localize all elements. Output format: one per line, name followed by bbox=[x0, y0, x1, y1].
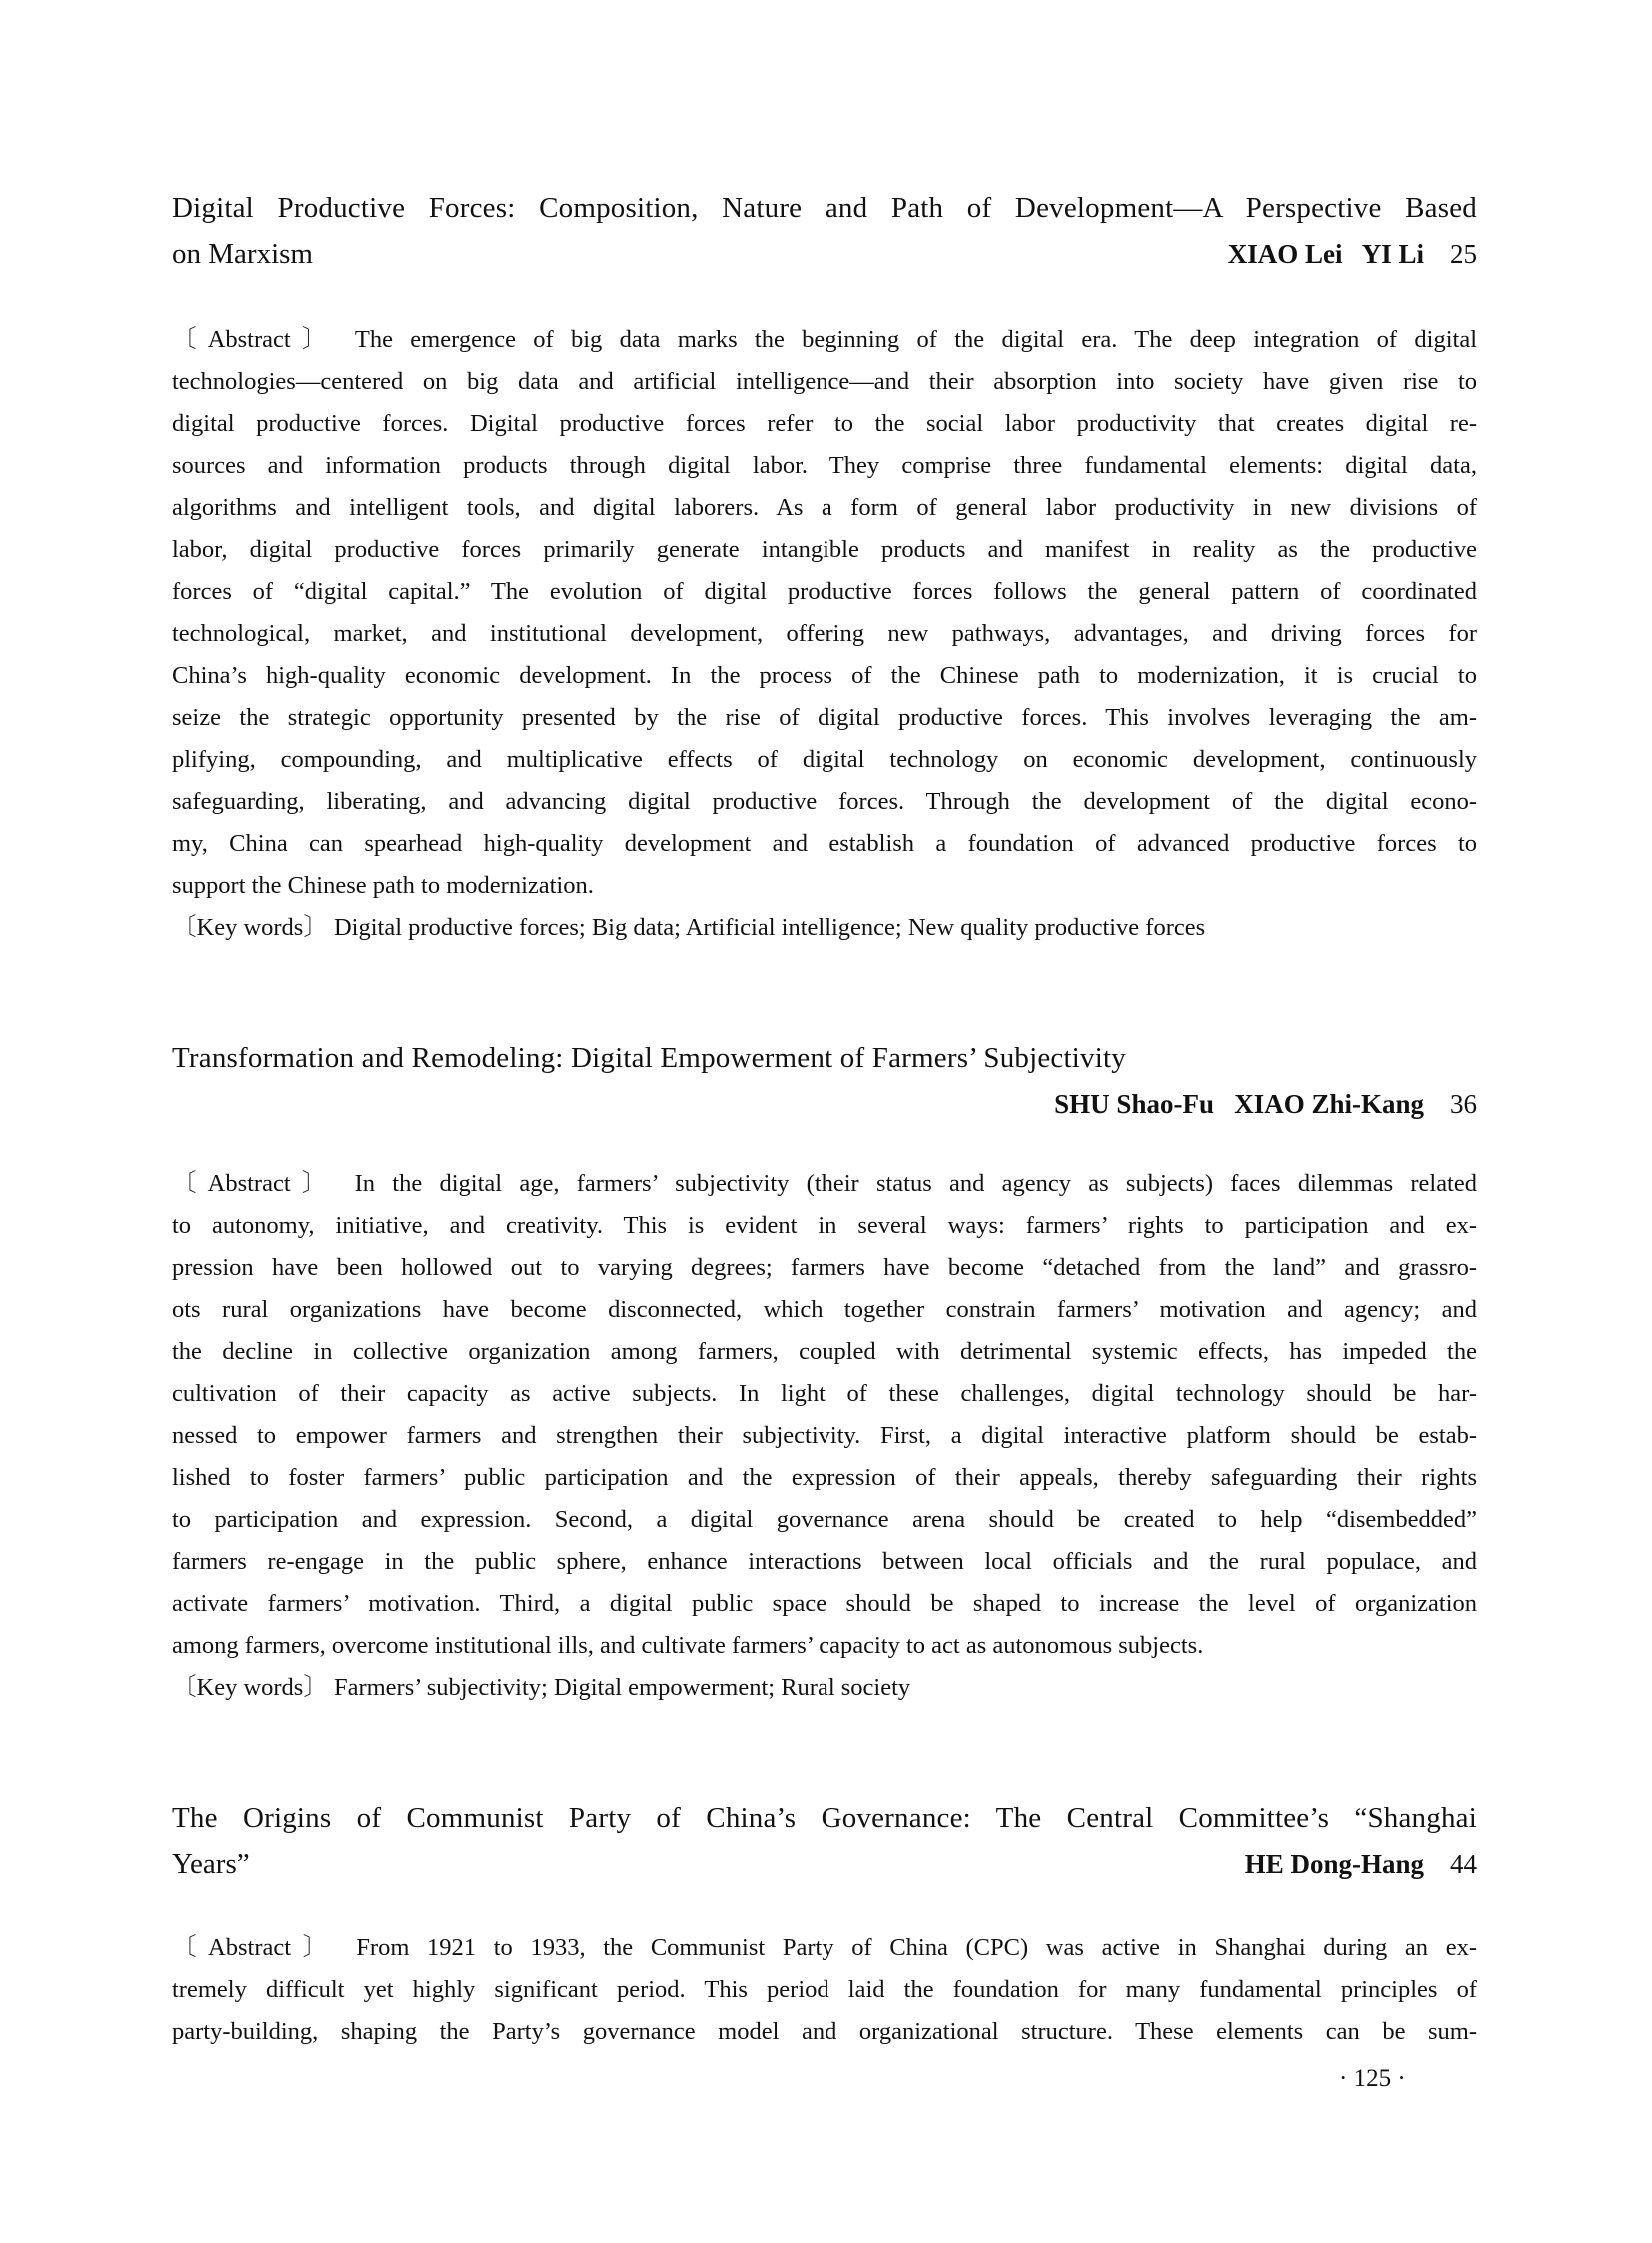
page-ref: 36 bbox=[1450, 1089, 1477, 1119]
article-2 bbox=[172, 1035, 1477, 1126]
abstract-2 bbox=[172, 1163, 1477, 1709]
abstract-text: to autonomy, initiative, and creativity. This is evident in several ways: farmers’ rights to participation and ex- bbox=[172, 1212, 1477, 1239]
page-ref: 44 bbox=[1450, 1849, 1477, 1879]
keywords-label: 〔Key words〕 bbox=[172, 914, 328, 941]
abstract-text: nessed to empower farmers and strengthen their subjectivity. First, a digital interactive platform should be estab- bbox=[172, 1422, 1477, 1449]
abstract-text: labor, digital productive forces primarily generate intangible products and manifest in reality as the productive bbox=[172, 536, 1477, 563]
page-number: · 125 · bbox=[1339, 2065, 1406, 2092]
keywords-line bbox=[172, 907, 1477, 949]
abstract-text: safeguarding, liberating, and advancing digital productive forces. Through the development of the digital econo- bbox=[172, 788, 1477, 815]
abstract-text: to participation and expression. Second, a digital governance arena should be created to help “disembedded” bbox=[172, 1506, 1477, 1533]
abstract-label: 〔Abstract〕 bbox=[172, 1934, 339, 1961]
abstract-text: support the Chinese path to modernization. bbox=[172, 872, 594, 899]
abstract-text: algorithms and intelligent tools, and digital laborers. As a form of general labor productivity in new divisions of bbox=[172, 494, 1477, 521]
page-ref: 25 bbox=[1450, 239, 1477, 269]
article-title-line: Digital Productive Forces: Composition, Nature and Path of Development—A Perspective Based bbox=[172, 192, 1477, 224]
abstract-text: digital productive forces. Digital productive forces refer to the social labor productivity that creates digital re- bbox=[172, 410, 1477, 437]
abstract-text: ots rural organizations have become disconnected, which together constrain farmers’ motivation and agency; and bbox=[172, 1296, 1477, 1323]
authors: HE Dong-Hang bbox=[1244, 1849, 1424, 1879]
abstract-text: In the digital age, farmers’ subjectivity (their status and agency as subjects) faces dilemmas related bbox=[354, 1170, 1477, 1197]
abstract-text: tremely difficult yet highly significant period. This period laid the foundation for many fundamental principles of bbox=[172, 1976, 1477, 2003]
abstract-text: cultivation of their capacity as active subjects. In light of these challenges, digital technology should be har- bbox=[172, 1380, 1477, 1407]
title-author-row bbox=[172, 1841, 1477, 1887]
abstract-text: activate farmers’ motivation. Third, a digital public space should be shaped to increase the level of organization bbox=[172, 1590, 1477, 1617]
article-title-line: on Marxism bbox=[172, 238, 313, 270]
abstract-text: From 1921 to 1933, the Communist Party of China (CPC) was active in Shanghai during an ex- bbox=[356, 1934, 1478, 1961]
title-author-row bbox=[172, 1081, 1477, 1126]
abstract-text: the decline in collective organization among farmers, coupled with detrimental systemic effects, has impeded the bbox=[172, 1338, 1477, 1365]
abstract-text: The emergence of big data marks the beginning of the digital era. The deep integration of digital bbox=[354, 326, 1478, 353]
keywords-label: 〔Key words〕 bbox=[172, 1674, 328, 1701]
article-title-line: Years” bbox=[172, 1848, 250, 1880]
abstract-label: 〔Abstract〕 bbox=[172, 1170, 338, 1197]
abstract-text: plifying, compounding, and multiplicative effects of digital technology on economic development, continuously bbox=[172, 746, 1477, 773]
abstract-label: 〔Abstract〕 bbox=[172, 326, 338, 353]
keywords: Farmers’ subjectivity; Digital empowerment; Rural society bbox=[333, 1674, 911, 1701]
abstract-1 bbox=[172, 319, 1477, 949]
byline bbox=[1228, 231, 1477, 277]
abstract-3 bbox=[172, 1927, 1477, 2053]
article-title-line: The Origins of Communist Party of China’s Governance: The Central Committee’s “Shanghai bbox=[172, 1802, 1477, 1834]
abstract-text: China’s high-quality economic development. In the process of the Chinese path to modernization, it is crucial to bbox=[172, 662, 1477, 689]
abstract-text: technological, market, and institutional development, offering new pathways, advantages, and driving forces for bbox=[172, 620, 1477, 647]
keywords: Digital productive forces; Big data; Artificial intelligence; New quality productive forces bbox=[333, 914, 1206, 941]
abstract-text: technologies—centered on big data and artificial intelligence—and their absorption into society have given rise to bbox=[172, 368, 1477, 395]
abstract-text: among farmers, overcome institutional ills, and cultivate farmers’ capacity to act as autonomous subjects. bbox=[172, 1632, 1204, 1659]
abstract-text: party-building, shaping the Party’s governance model and organizational structure. These elements can be sum- bbox=[172, 2018, 1477, 2045]
abstract-text: farmers re-engage in the public sphere, enhance interactions between local officials and the rural populace, and bbox=[172, 1548, 1477, 1575]
article-3 bbox=[172, 1795, 1477, 1887]
article-1 bbox=[172, 185, 1477, 277]
abstract-text: forces of “digital capital.” The evolution of digital productive forces follows the general pattern of coordinated bbox=[172, 578, 1477, 605]
article-title-line: Transformation and Remodeling: Digital Empowerment of Farmers’ Subjectivity bbox=[172, 1042, 1126, 1074]
keywords-line bbox=[172, 1667, 1477, 1709]
abstract-text: my, China can spearhead high-quality development and establish a foundation of advanced productive forces to bbox=[172, 830, 1477, 857]
abstract-text: lished to foster farmers’ public participation and the expression of their appeals, thereby safeguarding their rights bbox=[172, 1464, 1477, 1491]
abstract-text: seize the strategic opportunity presented by the rise of digital productive forces. This involves leveraging the am- bbox=[172, 704, 1477, 731]
abstract-text: pression have been hollowed out to varying degrees; farmers have become “detached from the land” and grassro- bbox=[172, 1254, 1477, 1281]
byline bbox=[1054, 1081, 1477, 1126]
title-author-row bbox=[172, 231, 1477, 277]
byline bbox=[1245, 1841, 1477, 1887]
authors: SHU Shao-Fu XIAO Zhi-Kang bbox=[1054, 1089, 1424, 1119]
abstract-text: sources and information products through digital labor. They comprise three fundamental elements: digital data, bbox=[172, 452, 1477, 479]
authors: XIAO Lei YI Li bbox=[1227, 239, 1424, 269]
